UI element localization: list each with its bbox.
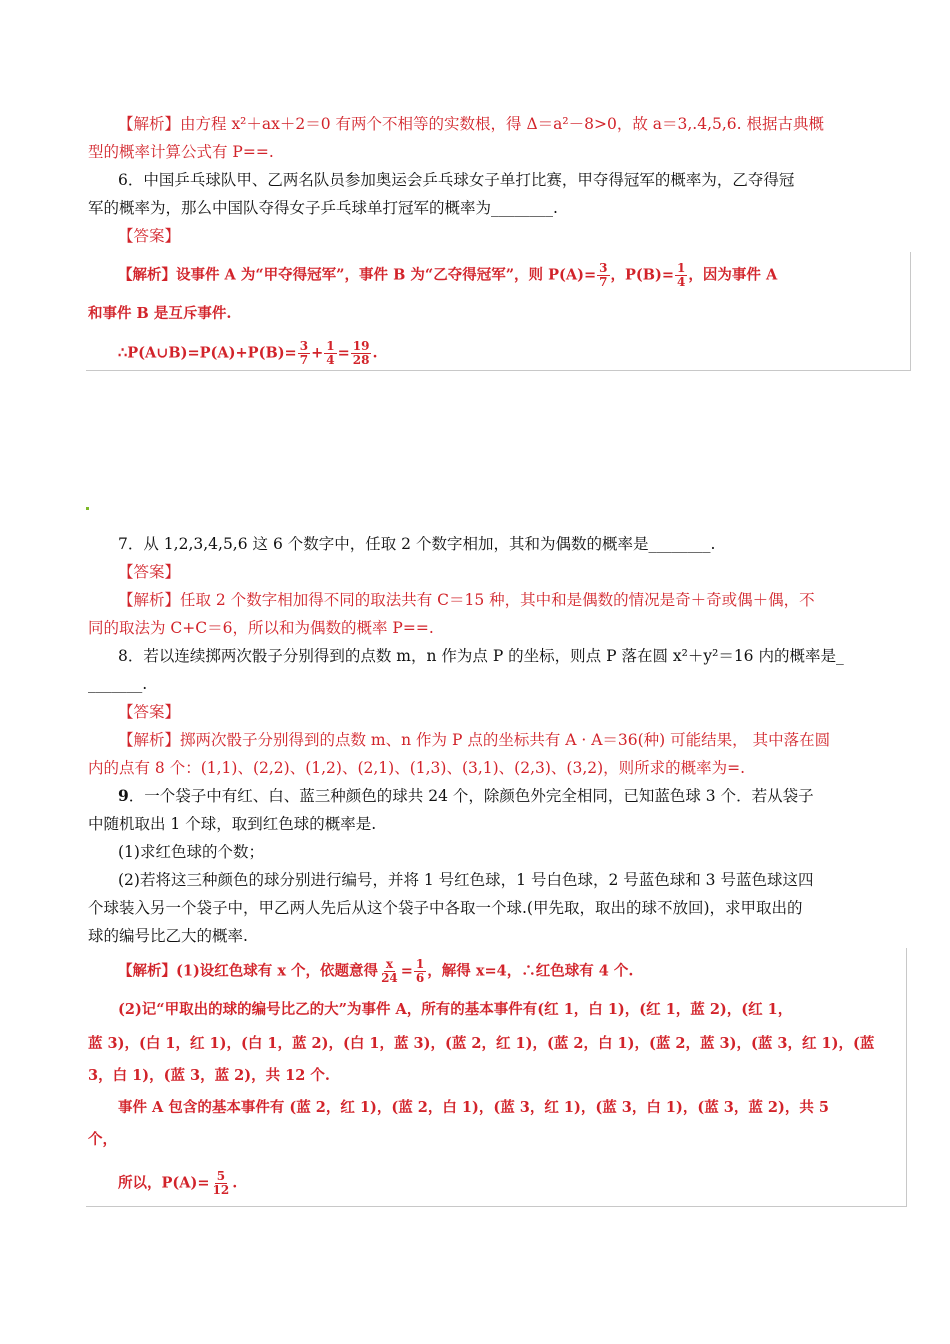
q8-stem-line-1: 8．若以连续掷两次骰子分别得到的点数 m，n 作为点 P 的坐标，则点 P 落在圆 x²＋y²＝16 内的概率是_ [118, 647, 844, 665]
q9-box-line-6: 个， [88, 1131, 117, 1148]
fraction-3-7-b: $\frac{3}{7}$ [299, 339, 309, 367]
fraction-19-28: $\frac{19}{28}$ [352, 339, 370, 367]
q9-part-2-line-3: 球的编号比乙大的概率. [88, 927, 248, 945]
q7-analysis-line-1: 【解析】任取 2 个数字相加得不同的取法共有 C＝15 种，其中和是偶数的情况是奇＋奇或偶＋偶，不 [118, 591, 815, 609]
q9-stem-line-1: 9．一个袋子中有红、白、蓝三种颜色的球共 24 个，除颜色外完全相同，已知蓝色球 3 个．若从袋子 [118, 786, 814, 805]
q9-part-2-line-2: 个球装入另一个袋子中，甲乙两人先后从这个袋子中各取一个球.(甲先取，取出的球不放回)，求甲取出的 [88, 899, 803, 917]
fraction-x-24: $\frac{x}{24}$ [381, 957, 398, 985]
q9-stem-line-2: 中随机取出 1 个球，取到红色球的概率是. [88, 815, 377, 833]
q9-box-line-3: 蓝 3)，(白 1，红 1)，(白 1，蓝 2)，(白 1，蓝 3)，(蓝 2，红 1)，(蓝 2，白 1)，(蓝 2，蓝 3)，(蓝 3，红 1)，(蓝 [88, 1035, 875, 1052]
fraction-1-6: $\frac{1}{6}$ [415, 957, 425, 985]
fraction-5-12: $\frac{5}{12}$ [212, 1169, 230, 1197]
q9-box-line-2: (2)记“甲取出的球的编号比乙的大”为事件 A，所有的基本事件有(红 1，白 1)，(红 1，蓝 2)，(红 1， [118, 1001, 793, 1018]
q5-analysis-line-1: 【解析】由方程 x²＋ax＋2＝0 有两个不相等的实数根，得 Δ＝a²－8>0，故 a＝3,.4,5,6. 根据古典概 [118, 115, 824, 133]
q6-solution-box [86, 252, 911, 371]
q7-stem: 7．从 1,2,3,4,5,6 这 6 个数字中，任取 2 个数字相加，其和为偶数的概率是________. [118, 535, 716, 553]
q9-box-line-1: 【解析】(1)设红色球有 x 个，依题意得 $\frac{x}{24}$ = $\frac{1}{6}$ ，解得 x=4，∴红色球有 4 个. [118, 957, 634, 985]
q7-analysis-line-2: 同的取法为 C+C＝6，所以和为偶数的概率 P==. [88, 619, 434, 637]
q6-box-line-3: ∴P(A∪B)=P(A)+P(B)= $\frac{3}{7}$ + $\frac{1}{4}$ = $\frac{19}{28}$ . [118, 339, 378, 367]
q9-solution-box [86, 948, 907, 1207]
q8-stem-line-2: _______. [88, 675, 148, 693]
q6-box-line-1: 【解析】设事件 A 为“甲夺得冠军”，事件 B 为“乙夺得冠军”，则 P(A)= $\frac{3}{7}$ ，P(B)= $\frac{1}{4}$ ，因为事件 A [118, 261, 778, 289]
q9-box-line-5: 事件 A 包含的基本事件有 (蓝 2，红 1)，(蓝 2，白 1)，(蓝 3，红 1)，(蓝 3，白 1)，(蓝 3，蓝 2)，共 5 [118, 1099, 830, 1116]
q8-answer-label: 【答案】 [118, 703, 181, 721]
q8-analysis-line-1: 【解析】掷两次骰子分别得到的点数 m、n 作为 P 点的坐标共有 A · A＝36(种) 可能结果， 其中落在圆 [118, 731, 831, 749]
q9-part-1: (1)求红色球的个数； [118, 843, 264, 861]
q6-answer-label: 【答案】 [118, 227, 181, 245]
q9-box-line-7: 所以，P(A)= $\frac{5}{12}$ . [118, 1169, 238, 1197]
q7-answer-label: 【答案】 [118, 563, 181, 581]
green-dot-mark [86, 507, 89, 510]
q5-analysis-line-2: 型的概率计算公式有 P==. [88, 143, 274, 161]
q6-box-line-2: 和事件 B 是互斥事件. [88, 305, 232, 322]
q6-stem-line-2: 军的概率为，那么中国队夺得女子乒乓球单打冠军的概率为________. [88, 199, 558, 217]
fraction-3-7: $\frac{3}{7}$ [599, 261, 608, 289]
q9-box-line-4: 3，白 1)，(蓝 3，蓝 2)，共 12 个. [88, 1067, 330, 1084]
q6-stem-line-1: 6．中国乒乓球队甲、乙两名队员参加奥运会乒乓球女子单打比赛，甲夺得冠军的概率为，乙夺得冠 [118, 171, 795, 189]
fraction-1-4-b: $\frac{1}{4}$ [326, 339, 335, 367]
q9-part-2-line-1: (2)若将这三种颜色的球分别进行编号，并将 1 号红色球，1 号白色球，2 号蓝色球和 3 号蓝色球这四 [118, 871, 814, 889]
q8-analysis-line-2: 内的点有 8 个：(1,1)、(2,2)、(1,2)、(2,1)、(1,3)、(3,1)、(2,3)、(3,2)，则所求的概率为=. [88, 759, 746, 777]
fraction-1-4: $\frac{1}{4}$ [677, 261, 686, 289]
